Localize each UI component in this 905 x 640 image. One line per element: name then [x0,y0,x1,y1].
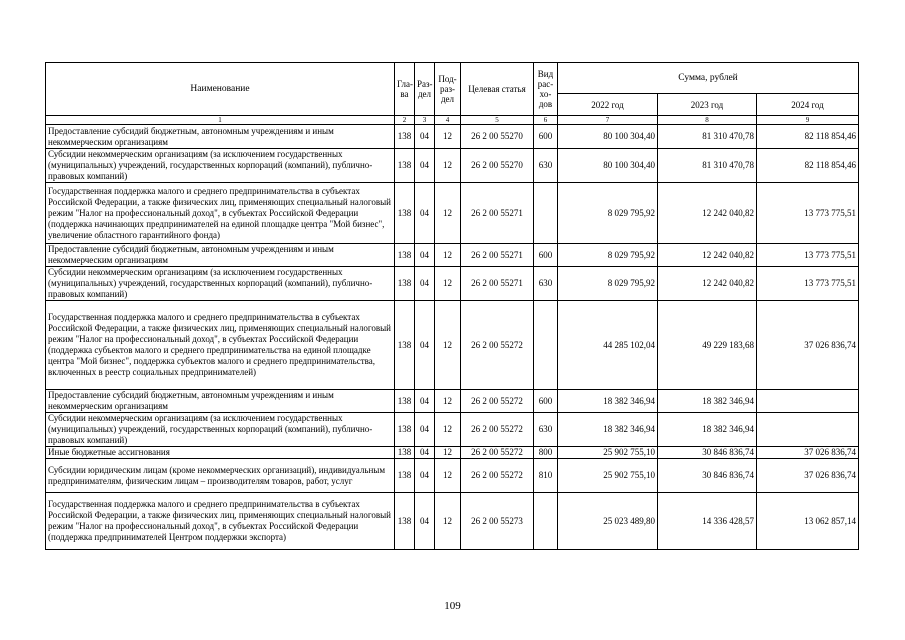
row-subsection: 12 [435,493,461,550]
row-subsection: 12 [435,301,461,390]
row-section: 04 [415,244,435,267]
row-chapter: 138 [395,125,415,149]
table-row [46,413,859,447]
row-chapter: 138 [395,413,415,447]
row-name: Субсидии некоммерческим организациям (за исключением государственных (муниципальных) учреждений, государственных корпораций (компаний), публично-правовых компаний) [46,413,395,447]
row-sum-2022: 8 029 795,92 [558,267,658,301]
table-row [46,244,859,267]
row-subsection: 12 [435,413,461,447]
row-sum-2022: 80 100 304,40 [558,125,658,149]
row-sum-2023: 30 846 836,74 [658,447,757,459]
row-sum-2024 [757,390,859,413]
row-chapter: 138 [395,149,415,183]
row-sum-2022: 8 029 795,92 [558,244,658,267]
row-section: 04 [415,125,435,149]
row-target: 26 2 00 55272 [461,413,534,447]
header-target: Целевая статья [461,63,534,116]
row-sum-2024 [757,413,859,447]
row-expense-type: 810 [534,459,558,493]
row-subsection: 12 [435,244,461,267]
table-row [46,125,859,149]
header-year-2022: 2022 год [558,94,658,116]
row-expense-type: 630 [534,149,558,183]
row-section: 04 [415,459,435,493]
row-section: 04 [415,301,435,390]
budget-table [45,62,859,550]
row-name: Иные бюджетные ассигнования [46,447,395,459]
row-name: Государственная поддержка малого и среднего предпринимательства в субъектах Российской Федерации, а также физических лиц, применяющих специальный налоговый режим "Налог на профессиональный доход", в субъектах Российской Федерации (поддержка начинающих предпринимателей на единой площадке центра "Мой бизнес", увеличение областного гарантийного фонда) [46,183,395,244]
row-sum-2023: 14 336 428,57 [658,493,757,550]
row-sum-2024: 13 062 857,14 [757,493,859,550]
row-target: 26 2 00 55272 [461,390,534,413]
row-target: 26 2 00 55271 [461,244,534,267]
header-subsection: Под-раз-дел [435,63,461,116]
row-target: 26 2 00 55270 [461,125,534,149]
header-sum: Сумма, рублей [558,63,859,94]
column-number: 8 [658,116,757,125]
column-number: 7 [558,116,658,125]
row-sum-2023: 30 846 836,74 [658,459,757,493]
row-sum-2022: 18 382 346,94 [558,413,658,447]
header-expense-type: Вид рас-хо-дов [534,63,558,116]
row-chapter: 138 [395,459,415,493]
row-sum-2024: 37 026 836,74 [757,301,859,390]
row-sum-2022: 80 100 304,40 [558,149,658,183]
row-expense-type [534,301,558,390]
row-sum-2022: 8 029 795,92 [558,183,658,244]
row-sum-2023: 12 242 040,82 [658,244,757,267]
row-subsection: 12 [435,149,461,183]
column-number: 5 [461,116,534,125]
row-target: 26 2 00 55273 [461,493,534,550]
row-expense-type: 600 [534,390,558,413]
row-expense-type: 630 [534,413,558,447]
row-subsection: 12 [435,183,461,244]
column-number: 4 [435,116,461,125]
table-row [46,459,859,493]
table-row [46,149,859,183]
row-sum-2022: 25 023 489,80 [558,493,658,550]
column-number: 6 [534,116,558,125]
row-sum-2023: 12 242 040,82 [658,267,757,301]
row-sum-2023: 81 310 470,78 [658,149,757,183]
row-target: 26 2 00 55272 [461,301,534,390]
row-sum-2022: 18 382 346,94 [558,390,658,413]
row-section: 04 [415,447,435,459]
row-target: 26 2 00 55272 [461,459,534,493]
row-target: 26 2 00 55271 [461,267,534,301]
header-name: Наименование [46,63,395,116]
row-chapter: 138 [395,390,415,413]
table-row [46,493,859,550]
row-name: Предоставление субсидий бюджетным, автономным учреждениям и иным некоммерческим организациям [46,125,395,149]
row-expense-type [534,183,558,244]
column-number: 3 [415,116,435,125]
row-sum-2023: 12 242 040,82 [658,183,757,244]
row-expense-type: 600 [534,125,558,149]
column-number: 9 [757,116,859,125]
row-section: 04 [415,493,435,550]
table-row [46,301,859,390]
row-sum-2023: 18 382 346,94 [658,413,757,447]
column-number: 1 [46,116,395,125]
row-subsection: 12 [435,447,461,459]
row-subsection: 12 [435,267,461,301]
row-sum-2024: 37 026 836,74 [757,459,859,493]
row-sum-2024: 13 773 775,51 [757,267,859,301]
row-subsection: 12 [435,390,461,413]
row-sum-2024: 37 026 836,74 [757,447,859,459]
row-name: Государственная поддержка малого и среднего предпринимательства в субъектах Российской Федерации, а также физических лиц, применяющих специальный налоговый режим "Налог на профессиональный доход", в субъектах Российской Федерации (поддержка предпринимателей Центром поддержки экспорта) [46,493,395,550]
row-name: Субсидии некоммерческим организациям (за исключением государственных (муниципальных) учреждений, государственных корпораций (компаний), публично-правовых компаний) [46,267,395,301]
row-sum-2024: 82 118 854,46 [757,149,859,183]
table-row [46,447,859,459]
row-section: 04 [415,413,435,447]
row-sum-2023: 81 310 470,78 [658,125,757,149]
row-sum-2024: 13 773 775,51 [757,183,859,244]
column-number-row [46,116,859,125]
row-name: Государственная поддержка малого и среднего предпринимательства в субъектах Российской Федерации, а также физических лиц, применяющих специальный налоговый режим "Налог на профессиональный доход", в субъектах Российской Федерации (поддержка субъектов малого и среднего предпринимательства на единой площадке центра "Мой бизнес", поддержка субъектов малого и среднего предпринимательства, включенных в реестр социальных предпринимателей) [46,301,395,390]
row-expense-type: 600 [534,244,558,267]
row-section: 04 [415,149,435,183]
row-sum-2022: 25 902 755,10 [558,459,658,493]
header-section: Раз-дел [415,63,435,116]
row-subsection: 12 [435,125,461,149]
row-sum-2022: 44 285 102,04 [558,301,658,390]
row-sum-2024: 82 118 854,46 [757,125,859,149]
row-sum-2023: 18 382 346,94 [658,390,757,413]
row-sum-2024: 13 773 775,51 [757,244,859,267]
row-section: 04 [415,183,435,244]
row-chapter: 138 [395,447,415,459]
row-section: 04 [415,267,435,301]
row-name: Субсидии некоммерческим организациям (за исключением государственных (муниципальных) учреждений, государственных корпораций (компаний), публично-правовых компаний) [46,149,395,183]
row-subsection: 12 [435,459,461,493]
row-expense-type [534,493,558,550]
row-name: Субсидии юридическим лицам (кроме некоммерческих организаций), индивидуальным предпринимателям, физическим лицам – производителям товаров, работ, услуг [46,459,395,493]
header-year-2024: 2024 год [757,94,859,116]
page-number: 109 [444,600,461,612]
table-row [46,390,859,413]
table-row [46,183,859,244]
row-chapter: 138 [395,267,415,301]
row-section: 04 [415,390,435,413]
row-target: 26 2 00 55270 [461,149,534,183]
row-name: Предоставление субсидий бюджетным, автономным учреждениям и иным некоммерческим организациям [46,244,395,267]
row-expense-type: 800 [534,447,558,459]
row-target: 26 2 00 55271 [461,183,534,244]
row-target: 26 2 00 55272 [461,447,534,459]
row-name: Предоставление субсидий бюджетным, автономным учреждениям и иным некоммерческим организациям [46,390,395,413]
row-chapter: 138 [395,244,415,267]
column-number: 2 [395,116,415,125]
header-chapter: Гла-ва [395,63,415,116]
row-chapter: 138 [395,493,415,550]
table-row [46,267,859,301]
header-year-2023: 2023 год [658,94,757,116]
row-sum-2023: 49 229 183,68 [658,301,757,390]
row-chapter: 138 [395,183,415,244]
row-chapter: 138 [395,301,415,390]
row-sum-2022: 25 902 755,10 [558,447,658,459]
row-expense-type: 630 [534,267,558,301]
